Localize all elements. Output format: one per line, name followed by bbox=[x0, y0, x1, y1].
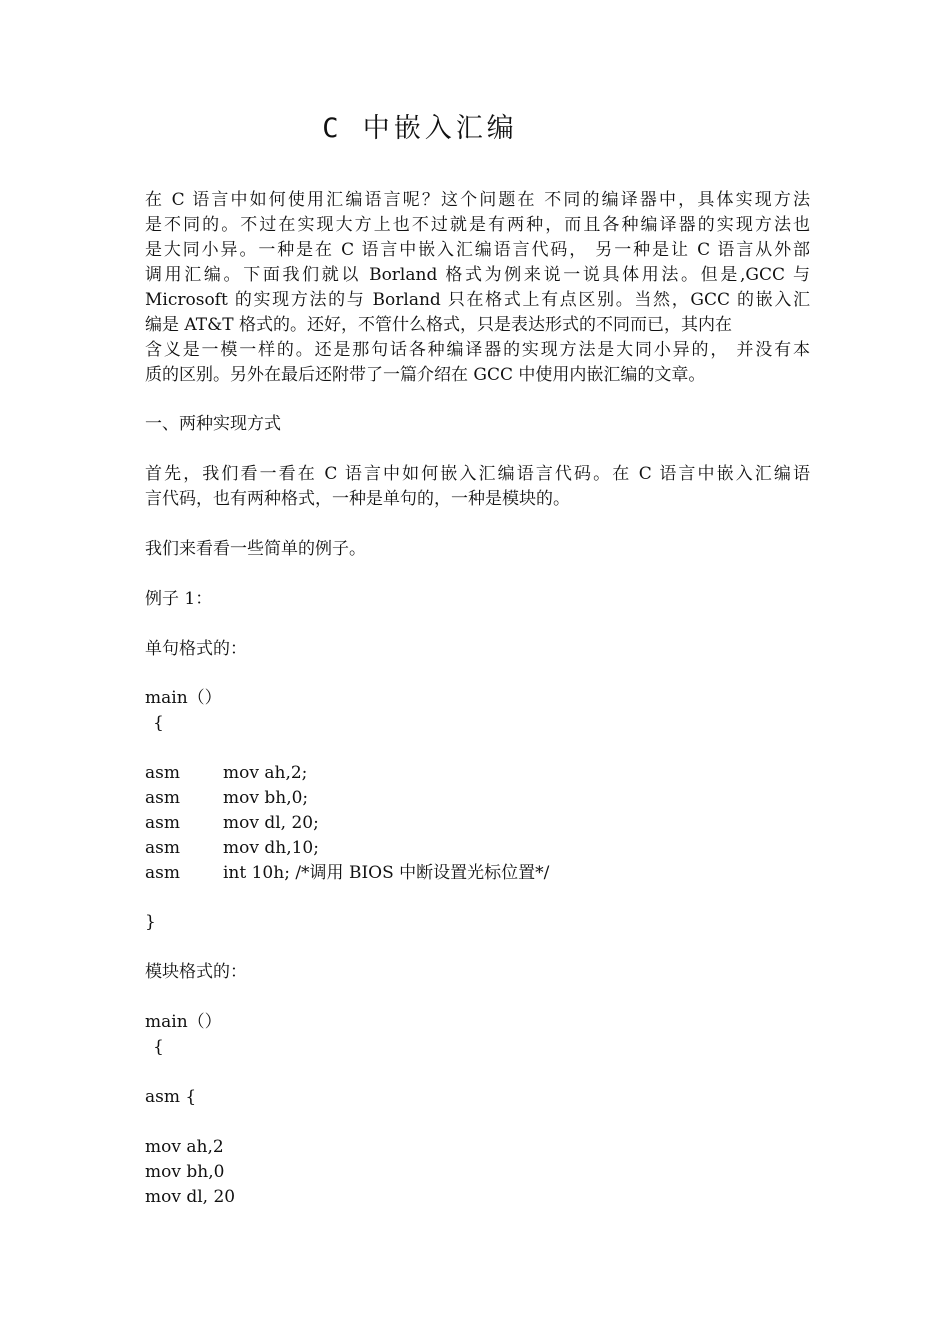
intro-line: 在 C 语言中如何使用汇编语言呢？这个问题在 不同的编译器中，具体实现方法 bbox=[145, 190, 810, 210]
asm-instruction: mov bh,0; bbox=[223, 788, 309, 808]
asm-keyword: asm bbox=[145, 788, 180, 808]
examples-intro bbox=[145, 537, 810, 562]
block-code-line: mov dl, 20 bbox=[145, 1187, 236, 1207]
asm-keyword: asm bbox=[145, 763, 180, 783]
block-code-line: mov bh,0 bbox=[145, 1162, 225, 1182]
code-main-signature bbox=[145, 686, 810, 736]
main-signature: main（） bbox=[145, 688, 222, 708]
intro-line: 质的区别。另外在最后还附带了一篇介绍在 GCC 中使用内嵌汇编的文章。 bbox=[145, 365, 706, 385]
asm-block-open bbox=[145, 1085, 810, 1110]
code-row bbox=[145, 761, 810, 786]
intro-line: 是大同小异。一种是在 C 语言中嵌入汇编语言代码， 另一种是让 C 语言从外部 bbox=[145, 240, 810, 260]
intro-paragraph bbox=[145, 188, 810, 388]
asm-instruction: mov dh,10; bbox=[223, 838, 319, 858]
single-format-label-text: 单句格式的： bbox=[145, 639, 247, 659]
section-heading bbox=[145, 412, 810, 437]
example1-label bbox=[145, 587, 810, 612]
single-format-label bbox=[145, 637, 810, 662]
asm-keyword: asm bbox=[145, 838, 180, 858]
asm-block-open-text: asm { bbox=[145, 1087, 197, 1107]
brace-open: { bbox=[153, 1037, 164, 1057]
intro-line: 含义是一模一样的。还是那句话各种编译器的实现方法是大同小异的， 并没有本 bbox=[145, 340, 810, 360]
first-paragraph bbox=[145, 462, 810, 512]
code-row bbox=[145, 811, 810, 836]
code-close bbox=[145, 910, 810, 935]
intro-line: Microsoft 的实现方法的与 Borland 只在格式上有点区别。当然，GCC 的嵌入汇 bbox=[145, 290, 810, 310]
asm-instruction: mov dl, 20; bbox=[223, 813, 319, 833]
asm-keyword: asm bbox=[145, 813, 180, 833]
brace-close: } bbox=[145, 912, 156, 932]
intro-line: 编是 AT&T 格式的。还好，不管什么格式，只是表达形式的不同而已，其内在 bbox=[145, 315, 732, 335]
brace-open: { bbox=[153, 713, 164, 733]
examples-intro-text: 我们来看看一些简单的例子。 bbox=[145, 539, 366, 559]
first-line: 首先，我们看一看在 C 语言中如何嵌入汇编语言代码。在 C 语言中嵌入汇编语 bbox=[145, 464, 810, 484]
code-row bbox=[145, 861, 810, 886]
block-format-label bbox=[145, 960, 810, 985]
intro-line: 是不同的。不过在实现大方上也不过就是有两种，而且各种编译器的实现方法也 bbox=[145, 215, 810, 235]
code-row bbox=[145, 786, 810, 811]
asm-instruction: mov ah,2; bbox=[223, 763, 308, 783]
block-format-label-text: 模块格式的： bbox=[145, 962, 247, 982]
block-code-line: mov ah,2 bbox=[145, 1137, 224, 1157]
intro-line: 调用汇编。下面我们就以 Borland 格式为例来说一说具体用法。但是,GCC 与 bbox=[145, 265, 810, 285]
first-line: 言代码，也有两种格式，一种是单句的，一种是模块的。 bbox=[145, 489, 570, 509]
block-code bbox=[145, 1135, 810, 1210]
example1-label-text: 例子 1： bbox=[145, 589, 213, 609]
section-heading-text: 一、两种实现方式 bbox=[145, 414, 281, 434]
code-row bbox=[145, 836, 810, 861]
asm-keyword: asm bbox=[145, 863, 180, 883]
single-code-block bbox=[145, 761, 810, 886]
page-title: C 中嵌入汇编 bbox=[322, 113, 518, 144]
main-signature: main（） bbox=[145, 1012, 222, 1032]
asm-instruction: int 10h; /*调用 BIOS 中断设置光标位置*/ bbox=[223, 863, 550, 883]
code-main-signature-2 bbox=[145, 1010, 810, 1060]
